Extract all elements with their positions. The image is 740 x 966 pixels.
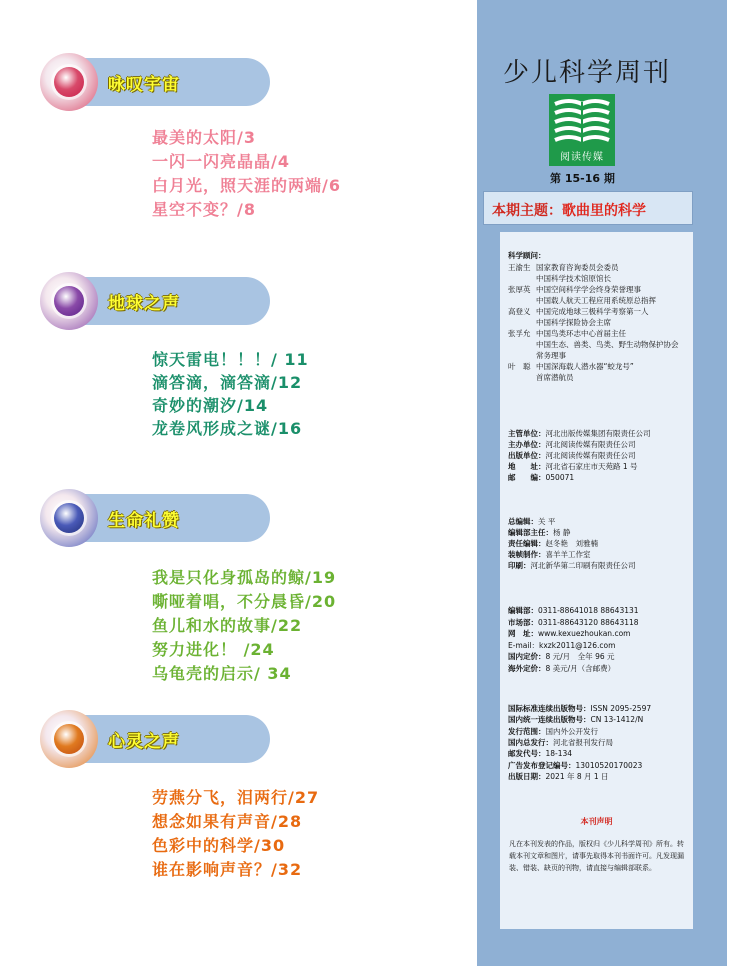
issue-theme-box xyxy=(483,191,693,225)
advisor-line xyxy=(536,273,611,284)
staff-row xyxy=(508,516,555,527)
field-value: 8 元/月 全年 96 元 xyxy=(545,652,615,661)
toc-entry[interactable]: 白月光，照天涯的两端/6 xyxy=(152,176,341,195)
field-value: 河北阅读传媒有限责任公司 xyxy=(545,451,636,460)
field-label: 发行范围： xyxy=(508,726,546,736)
advisor-line xyxy=(508,262,619,273)
advisor-line xyxy=(508,328,626,339)
section-banner xyxy=(38,53,270,109)
advisor-title: 常务理事 xyxy=(536,351,566,360)
advisor-title: 中国深海载人潜水器“蛟龙号” xyxy=(536,362,634,371)
issue-number: 第 15-16 期 xyxy=(550,172,615,185)
field-label: 主办单位： xyxy=(508,440,546,449)
publisher-row xyxy=(508,461,638,472)
advisor-line xyxy=(508,306,649,317)
field-value: 河北阅读传媒有限责任公司 xyxy=(545,440,636,449)
contact-row xyxy=(508,628,630,639)
field-label: 装帧制作： xyxy=(508,550,546,559)
staff-row xyxy=(508,538,598,549)
orb-core-icon xyxy=(54,724,84,754)
orb-icon xyxy=(40,710,98,768)
field-label: 国内总发行： xyxy=(508,737,553,747)
field-label: 印刷： xyxy=(508,561,531,570)
field-label: 国内定价： xyxy=(508,652,546,661)
advisors-heading: 科学顾问： xyxy=(508,251,546,260)
codes-row xyxy=(508,737,613,748)
orb-icon xyxy=(40,489,98,547)
advisor-line xyxy=(536,339,679,350)
field-value: 18-134 xyxy=(545,749,573,759)
codes-row xyxy=(508,771,609,782)
toc-entry[interactable]: 最美的太阳/3 xyxy=(152,128,256,147)
field-value: 河北新华第二印刷有限责任公司 xyxy=(530,561,636,570)
field-value: ISSN 2095-2597 xyxy=(590,704,652,713)
advisor-title: 中国科学探险协会主席 xyxy=(536,318,611,327)
field-value: 13010520170023 xyxy=(575,760,643,770)
contact-row xyxy=(508,651,615,662)
section-banner xyxy=(38,272,270,328)
advisor-title: 中国完成地球三极科学考察第一人 xyxy=(536,307,649,316)
field-value: 杨 静 xyxy=(553,528,571,537)
field-value: 喜羊羊工作室 xyxy=(545,550,591,559)
toc-entry[interactable]: 色彩中的科学/30 xyxy=(152,836,286,855)
orb-core-icon xyxy=(54,503,84,533)
field-value: 050071 xyxy=(545,473,575,482)
field-label: 国内统一连续出版物号： xyxy=(508,715,591,725)
logo-caption: 阅读传媒 xyxy=(560,152,604,163)
publisher-row xyxy=(508,472,574,483)
section-title: 咏叹宇宙 xyxy=(108,75,180,95)
advisor-title: 中国空间科学学会终身荣誉理事 xyxy=(536,285,641,294)
toc-entry[interactable]: 努力进化！ /24 xyxy=(152,640,275,659)
publisher-row xyxy=(508,428,651,439)
advisor-title: 首席潜航员 xyxy=(536,373,574,382)
field-label: 出版单位： xyxy=(508,451,546,460)
section-banner xyxy=(38,710,270,766)
field-label: 邮发代号： xyxy=(508,749,546,759)
advisor-line xyxy=(508,361,634,372)
field-value: www.kexuezhoukan.com xyxy=(538,629,631,638)
advisor-line xyxy=(536,350,566,361)
field-label: 出版日期： xyxy=(508,771,546,781)
field-label: 海外定价： xyxy=(508,663,546,673)
advisor-title: 中国载人航天工程应用系统原总指挥 xyxy=(536,296,656,305)
contact-row xyxy=(508,663,615,674)
advisor-title: 中国生态、兽类、鸟类、野生动物保护协会 xyxy=(536,340,679,349)
section-title: 心灵之声 xyxy=(108,732,180,752)
field-label: 编辑部主任： xyxy=(508,528,553,537)
staff-row xyxy=(508,549,591,560)
advisors-heading-line xyxy=(508,250,546,261)
codes-row xyxy=(508,726,598,737)
staff-row xyxy=(508,527,570,538)
toc-entry[interactable]: 我是只化身孤岛的鲸/19 xyxy=(152,568,337,587)
staff-row xyxy=(508,560,636,571)
codes-row xyxy=(508,703,651,714)
field-label: 市场部： xyxy=(508,617,538,627)
toc-entry[interactable]: 惊天雷电！！！/ 11 xyxy=(152,350,309,369)
advisor-title: 国家教育咨询委员会委员 xyxy=(536,263,619,272)
theme-label: 本期主题： xyxy=(492,203,562,219)
field-value: 0311-88641018 88643131 xyxy=(538,606,639,615)
toc-entry[interactable]: 想念如果有声音/28 xyxy=(152,812,303,831)
toc-entry[interactable]: 奇妙的潮汐/14 xyxy=(152,396,269,415)
field-label: 地 址： xyxy=(508,462,546,471)
toc-entry[interactable]: 龙卷风形成之谜/16 xyxy=(152,419,303,438)
publisher-row xyxy=(508,450,636,461)
advisor-title: 中国科学技术馆原馆长 xyxy=(536,274,611,283)
field-value: 河北出版传媒集团有限责任公司 xyxy=(545,429,651,438)
section-banner xyxy=(38,489,270,545)
section-title: 生命礼赞 xyxy=(108,511,180,531)
field-value: 2021 年 8 月 1 日 xyxy=(545,771,609,781)
issue-theme xyxy=(492,200,646,220)
publisher-logo xyxy=(549,94,615,166)
field-value: 河北省石家庄市天苑路 1 号 xyxy=(545,462,638,471)
field-value: 8 美元/月（含邮费） xyxy=(545,663,616,673)
contact-row xyxy=(508,640,615,651)
field-value: 赵冬艳 刘雅楠 xyxy=(545,539,598,548)
statement-text: 凡在本刊发表的作品，版权归《少儿科学周刊》所有。转载本刊文章和图片，请事先取得本刊书面许可。凡发现漏装、错装、缺页的刊物，请直接与编辑部联系。 xyxy=(509,840,684,872)
toc-entry[interactable]: 滴答滴，滴答滴/12 xyxy=(152,373,303,392)
toc-entry[interactable]: 劳燕分飞，泪两行/27 xyxy=(152,788,320,807)
field-label: 邮 编： xyxy=(508,473,546,482)
advisor-name: 叶 聪 xyxy=(508,362,531,371)
advisor-line xyxy=(536,317,611,328)
advisor-line xyxy=(536,295,656,306)
advisor-title: 中国鸟类环志中心首届主任 xyxy=(536,329,626,338)
field-value: 国内外公开发行 xyxy=(545,726,598,736)
section-title: 地球之声 xyxy=(108,294,180,314)
advisor-name: 张厚英 xyxy=(508,285,531,294)
field-value: E-mail：kxzk2011@126.com xyxy=(508,640,616,650)
toc-entry[interactable]: 谁在影响声音？/32 xyxy=(152,860,303,879)
contact-row xyxy=(508,617,639,628)
field-value: 关 平 xyxy=(538,517,556,526)
magazine-name: 少儿科学周刊 xyxy=(503,58,672,88)
advisor-line xyxy=(536,372,574,383)
advisor-name: 高登义 xyxy=(508,307,531,316)
field-label: 主管单位： xyxy=(508,429,546,438)
field-label: 编辑部： xyxy=(508,606,538,615)
field-label: 国际标准连续出版物号： xyxy=(508,704,591,713)
field-label: 广告发布登记编号： xyxy=(508,760,576,770)
book-logo-icon xyxy=(549,94,615,150)
advisor-line xyxy=(508,284,641,295)
field-label: 总编辑： xyxy=(508,517,538,526)
theme-value: 歌曲里的科学 xyxy=(562,203,646,219)
toc-entry[interactable]: 嘶哑着唱，不分晨昏/20 xyxy=(152,592,337,611)
statement-title: 本刊声明 xyxy=(580,817,613,826)
codes-row xyxy=(508,760,642,771)
orb-icon xyxy=(40,272,98,330)
codes-row xyxy=(508,714,643,725)
orb-core-icon xyxy=(54,286,84,316)
field-value: CN 13-1412/N xyxy=(590,715,644,725)
publisher-row xyxy=(508,439,636,450)
toc-entry[interactable]: 星空不变？/8 xyxy=(152,200,256,219)
toc-entry[interactable]: 鱼儿和水的故事/22 xyxy=(152,616,303,635)
advisor-name: 张孚允 xyxy=(508,329,531,338)
field-value: 河北省报刊发行局 xyxy=(553,737,613,747)
advisor-name: 王渝生 xyxy=(508,263,531,272)
toc-entry[interactable]: 一闪一闪亮晶晶/4 xyxy=(152,152,290,171)
codes-row xyxy=(508,748,572,759)
contact-row xyxy=(508,605,639,616)
field-value: 0311-88643120 88643118 xyxy=(538,617,639,627)
field-label: 责任编辑： xyxy=(508,539,546,548)
field-label: 网 址： xyxy=(508,629,538,638)
toc-entry[interactable]: 乌龟壳的启示/ 34 xyxy=(152,664,292,683)
orb-core-icon xyxy=(54,67,84,97)
orb-icon xyxy=(40,53,98,111)
